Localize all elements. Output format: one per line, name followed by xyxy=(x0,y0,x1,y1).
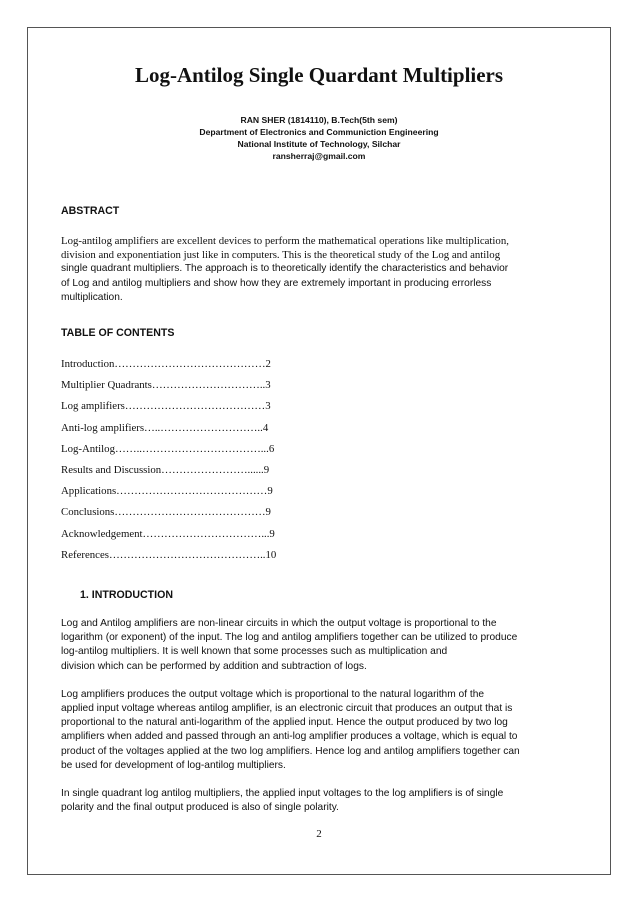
author-line: RAN SHER (1814110), B.Tech(5th sem) xyxy=(240,115,398,125)
intro-line: amplifiers when added and passed through an anti-log amplifier produces a voltage, which is equal to xyxy=(61,731,518,743)
intro-line: log-antilog multipliers. It is well known that some processes such as multiplication and xyxy=(61,646,448,658)
intro-line: In single quadrant log antilog multipliers, the applied input voltages to the log amplifiers is of single xyxy=(61,788,504,800)
intro-line: proportional to the natural anti-logarithm of the applied input. Hence the output produced by two log xyxy=(61,717,508,729)
abstract-body xyxy=(61,234,581,305)
intro-paragraph xyxy=(61,787,586,815)
table-of-contents xyxy=(61,357,361,569)
intro-line: Log and Antilog amplifiers are non-linear circuits in which the output voltage is proportional to the xyxy=(61,618,497,629)
toc-entry[interactable]: Results and Discussion……………………......9 xyxy=(61,463,270,476)
intro-line: logarithm (or exponent) of the input. The log and antilog amplifiers together can be utilized to produce xyxy=(61,632,518,644)
abstract-line: Log-antilog amplifiers are excellent devices to perform the mathematical operations like multiplication, xyxy=(61,235,509,247)
toc-entry[interactable]: Conclusions……………………………………9 xyxy=(61,506,271,519)
abstract-line: division and exponentiation just like in computers. This is the theoretical study of the Log and antilog xyxy=(61,249,501,262)
toc-entry[interactable]: Applications……………………………………9 xyxy=(61,485,273,498)
intro-line: applied input voltage whereas antilog amplifier, is an electronic circuit that produces an output that is xyxy=(61,703,513,715)
intro-paragraph xyxy=(61,688,586,773)
abstract-line: of Log and antilog multipliers and show how they are extremely important in producing errorless xyxy=(61,277,492,289)
toc-entry[interactable]: Acknowledgement……………………………...9 xyxy=(61,527,275,540)
email-line: ransherraj@gmail.com xyxy=(272,151,366,161)
intro-line: Log amplifiers produces the output voltage which is proportional to the natural logarithm of the xyxy=(61,688,485,700)
paper-title: Log-Antilog Single Quardant Multipliers xyxy=(134,63,504,87)
department-line: Department of Electronics and Communiction Engineering xyxy=(199,127,439,137)
intro-paragraph xyxy=(61,617,586,674)
intro-line: division which can be performed by addition and subtraction of logs. xyxy=(61,660,367,672)
intro-line: be used for development of log-antilog multipliers. xyxy=(61,759,286,771)
abstract-line: multiplication. xyxy=(61,291,123,303)
toc-entry[interactable]: Multiplier Quadrants…………………………..3 xyxy=(61,379,271,392)
introduction-body xyxy=(61,617,586,829)
toc-entry[interactable]: Log-Antilog……..……………………………...6 xyxy=(61,442,275,455)
intro-line: product of the voltages applied at the two log amplifiers. Hence log and antilog amplifiers together can xyxy=(61,745,520,757)
abstract-heading: ABSTRACT xyxy=(61,205,120,217)
toc-entry[interactable]: Introduction……………………………………2 xyxy=(61,358,271,370)
abstract-line: single quadrant multipliers. The approach is to theoretically identify the characteristics and behavior xyxy=(61,263,509,275)
toc-entry[interactable]: References……………………………………..10 xyxy=(61,548,277,561)
intro-line: polarity and the final output produced is also of single polarity. xyxy=(61,802,339,814)
introduction-heading: 1. INTRODUCTION xyxy=(80,589,173,601)
toc-heading: TABLE OF CONTENTS xyxy=(61,327,175,339)
institute-line: National Institute of Technology, Silchar xyxy=(237,139,401,149)
page-number: 2 xyxy=(316,828,322,840)
toc-entry[interactable]: Log amplifiers…………………………………3 xyxy=(61,400,271,413)
toc-entry[interactable]: Anti-log amplifiers…..………………………..4 xyxy=(61,421,269,434)
